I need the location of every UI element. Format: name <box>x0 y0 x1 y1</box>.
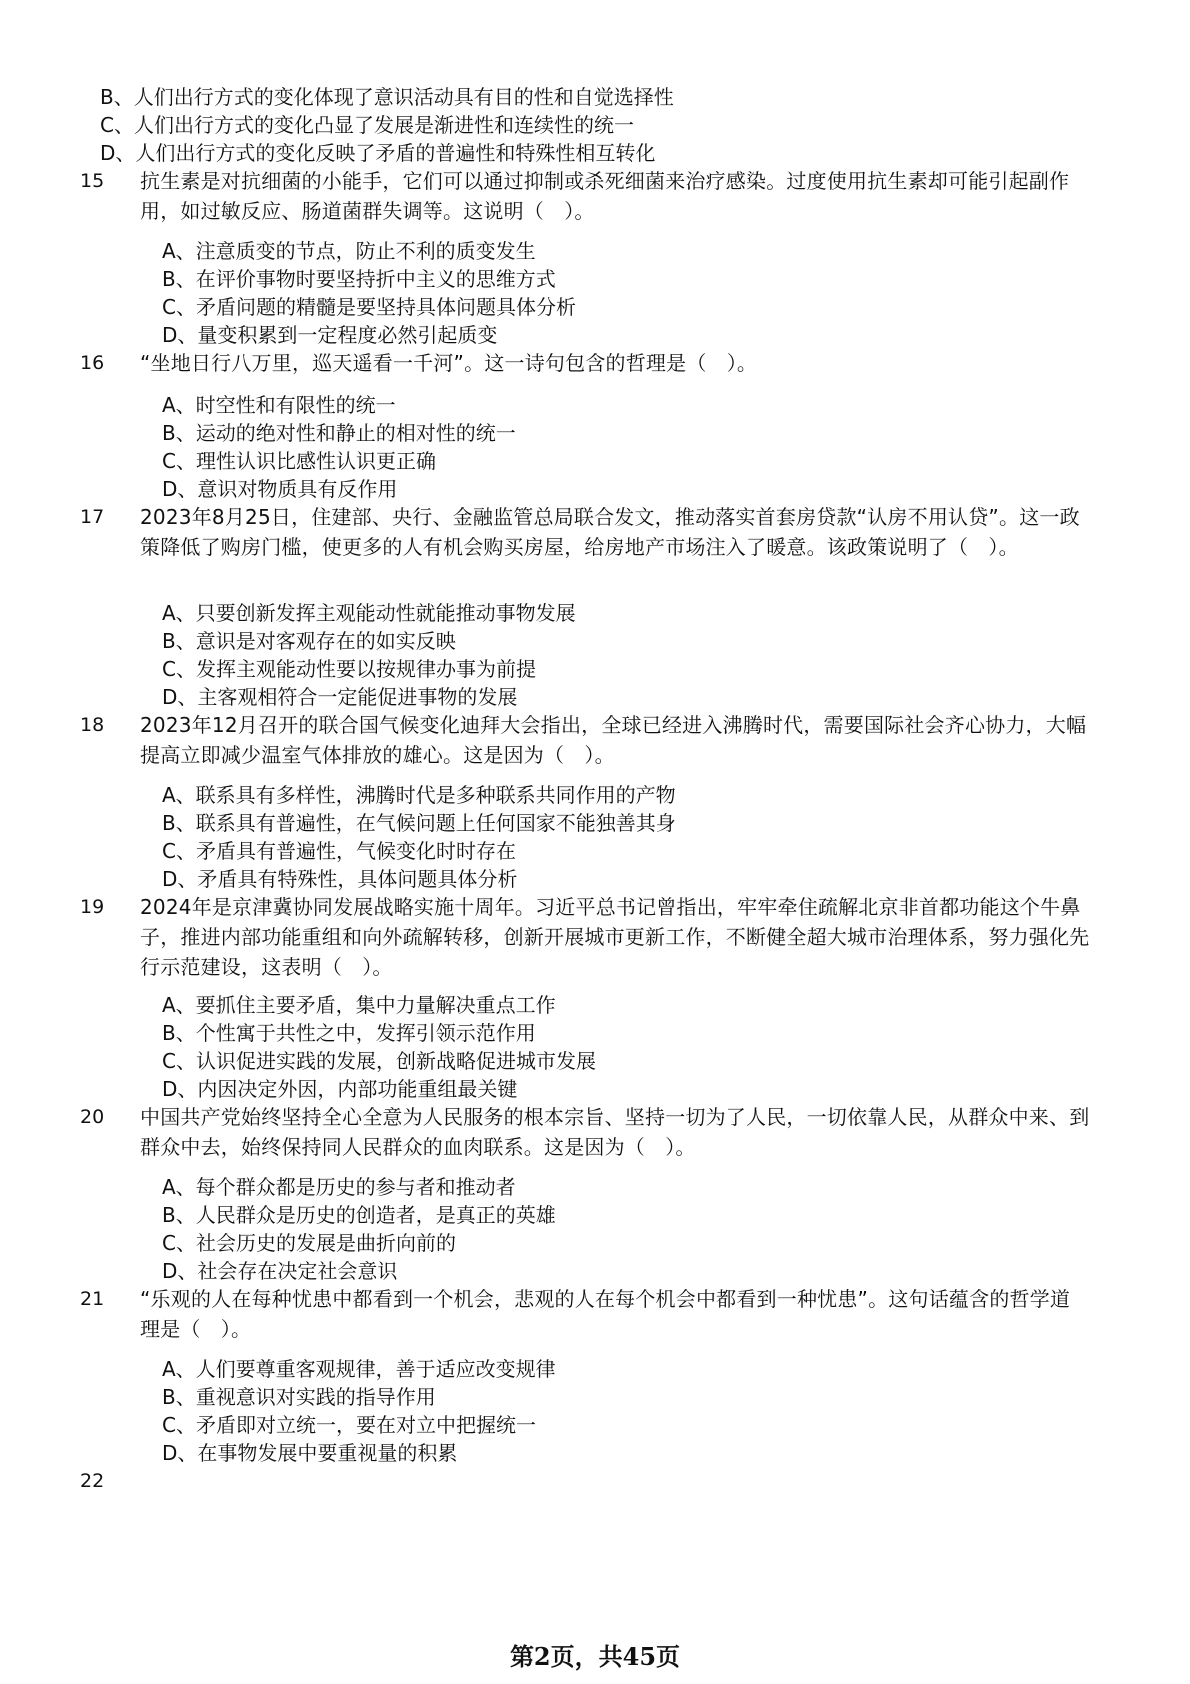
question-number: 21 <box>80 1288 105 1310</box>
option-b: B、个性寓于共性之中，发挥引领示范作用 <box>162 1021 536 1045</box>
question-stem: 2024年是京津冀协同发展战略实施十周年。习近平总书记曾指出，牢牢牵住疏解北京非首都功能这个牛鼻子，推进内部功能重组和向外疏解转移，创新开展城市更新工作，不断健全超大城市治理体系，努力强化先行示范建设，这表明（ ）。 <box>140 895 1090 979</box>
option-a: A、人们要尊重客观规律，善于适应改变规律 <box>162 1357 556 1381</box>
option-a: A、联系具有多样性，沸腾时代是多种联系共同作用的产物 <box>162 783 676 807</box>
option-b: B、运动的绝对性和静止的相对性的统一 <box>162 421 516 445</box>
option-c: C、理性认识比感性认识更正确 <box>162 449 436 473</box>
option-c: C、认识促进实践的发展，创新战略促进城市发展 <box>162 1049 596 1073</box>
option-d: D、社会存在决定社会意识 <box>162 1259 398 1283</box>
option-d: D、在事物发展中要重视量的积累 <box>162 1441 458 1465</box>
option-c: C、矛盾即对立统一，要在对立中把握统一 <box>162 1413 536 1437</box>
option-d-lead: D、人们出行方式的变化反映了矛盾的普遍性和特殊性相互转化 <box>100 141 656 165</box>
question-number: 17 <box>80 506 105 528</box>
option-b-lead: B、人们出行方式的变化体现了意识活动具有目的性和自觉选择性 <box>100 85 674 109</box>
question-22-number: 22 <box>80 1470 105 1492</box>
option-a: A、注意质变的节点，防止不利的质变发生 <box>162 239 536 263</box>
question-number: 19 <box>80 896 105 918</box>
page-indicator: 第2页，共45页 <box>509 1642 681 1671</box>
question-stem: 中国共产党始终坚持全心全意为人民服务的根本宗旨、坚持一切为了人民，一切依靠人民，从群众中来、到群众中去，始终保持同人民群众的血肉联系。这是因为（ ）。 <box>140 1105 1090 1159</box>
option-a: A、每个群众都是历史的参与者和推动者 <box>162 1175 516 1199</box>
option-d: D、主客观相符合一定能促进事物的发展 <box>162 685 518 709</box>
option-b: B、重视意识对实践的指导作用 <box>162 1385 436 1409</box>
option-c: C、社会历史的发展是曲折向前的 <box>162 1231 456 1255</box>
option-d: D、矛盾具有特殊性，具体问题具体分析 <box>162 867 518 891</box>
question-number: 15 <box>80 170 105 192</box>
option-c: C、矛盾具有普遍性，气候变化时时存在 <box>162 839 516 863</box>
option-a: A、要抓住主要矛盾，集中力量解决重点工作 <box>162 993 556 1017</box>
option-c-lead: C、人们出行方式的变化凸显了发展是渐进性和连续性的统一 <box>100 113 634 137</box>
option-b: B、联系具有普遍性，在气候问题上任何国家不能独善其身 <box>162 811 676 835</box>
option-c: C、矛盾问题的精髓是要坚持具体问题具体分析 <box>162 295 576 319</box>
question-stem: “乐观的人在每种忧患中都看到一个机会，悲观的人在每个机会中都看到一种忧患”。这句话蕴含的哲学道理是（ ）。 <box>140 1287 1071 1341</box>
question-stem: 2023年8月25日，住建部、央行、金融监管总局联合发文，推动落实首套房贷款“认房不用认贷”。这一政策降低了购房门槛，使更多的人有机会购买房屋，给房地产市场注入了暖意。该政策说明了（ ）。 <box>140 505 1080 559</box>
option-d: D、量变积累到一定程度必然引起质变 <box>162 323 498 347</box>
option-c: C、发挥主观能动性要以按规律办事为前提 <box>162 657 536 681</box>
question-stem: 2023年12月召开的联合国气候变化迪拜大会指出，全球已经进入沸腾时代，需要国际社会齐心协力，大幅提高立即减少温室气体排放的雄心。这是因为（ ）。 <box>140 713 1087 767</box>
question-number: 18 <box>80 714 105 736</box>
question-stem: “坐地日行八万里，巡天遥看一千河”。这一诗句包含的哲理是（ ）。 <box>140 351 758 375</box>
question-stem: 抗生素是对抗细菌的小能手，它们可以通过抑制或杀死细菌来治疗感染。过度使用抗生素却可能引起副作用，如过敏反应、肠道菌群失调等。这说明（ ）。 <box>140 169 1070 223</box>
option-b: B、人民群众是历史的创造者，是真正的英雄 <box>162 1203 556 1227</box>
option-d: D、意识对物质具有反作用 <box>162 477 398 501</box>
option-b: B、意识是对客观存在的如实反映 <box>162 629 456 653</box>
question-number: 16 <box>80 352 105 374</box>
option-a: A、只要创新发挥主观能动性就能推动事物发展 <box>162 601 576 625</box>
option-d: D、内因决定外因，内部功能重组最关键 <box>162 1077 518 1101</box>
option-a: A、时空性和有限性的统一 <box>162 393 396 417</box>
question-number: 20 <box>80 1106 105 1128</box>
option-b: B、在评价事物时要坚持折中主义的思维方式 <box>162 267 556 291</box>
